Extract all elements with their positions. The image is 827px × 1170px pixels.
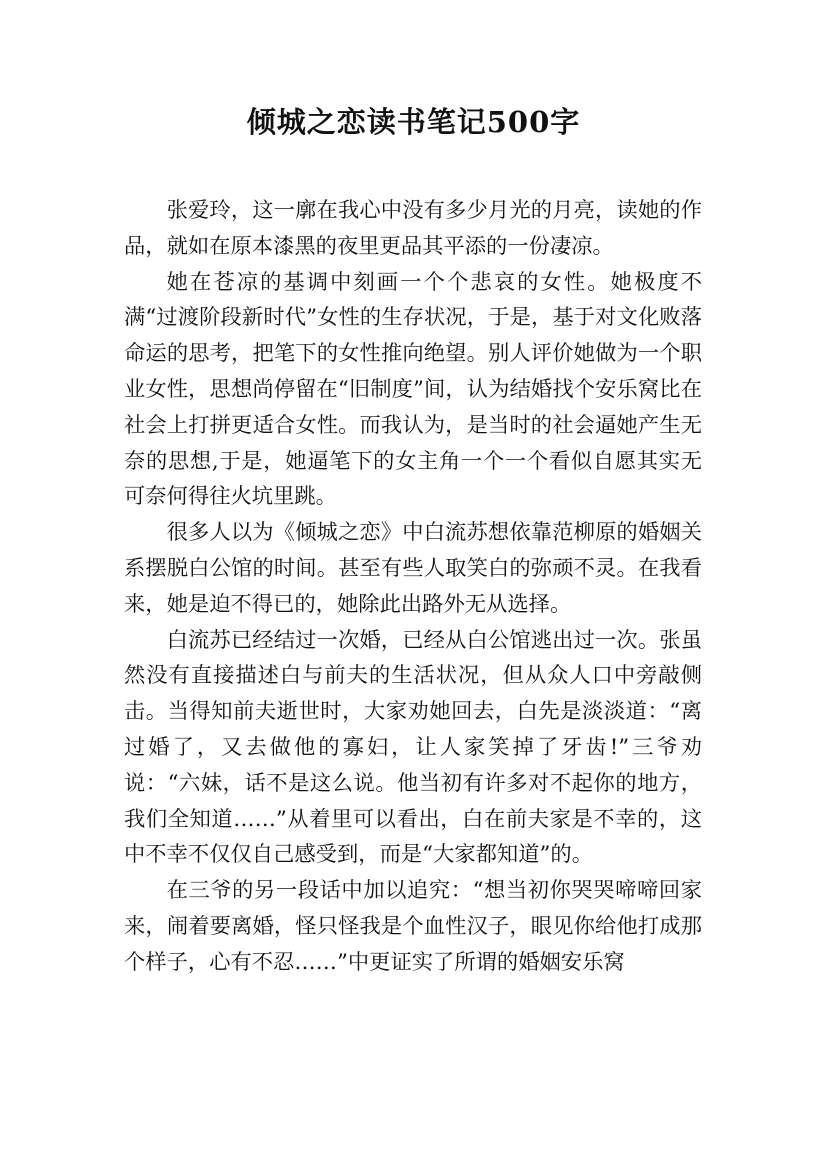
paragraph-2: 她在苍凉的基调中刻画一个个悲哀的女性。她极度不满“过渡阶段新时代”女性的生存状况，于是，基于对文化败落命运的思考，把笔下的女性推向绝望。别人评价她做为一个职业女性，思想尚停留在“旧制度”间，认为结婚找个安乐窝比在社会上打拼更适合女性。而我认为，是当时的社会逼她产生无奈的思想,于是，她逼笔下的女主角一个一个看似自愿其实无可奈何得往火坑里跳。 [124,269,702,510]
paragraph-4: 白流苏已经结过一次婚，已经从白公馆逃出过一次。张虽然没有直接描述白与前夫的生活状况，但从众人口中旁敲侧击。当得知前夫逝世时，大家劝她回去，白先是淡淡道：“离过婚了，又去做他的寡妇，让人家笑掉了牙齿!”三爷劝说：“六妹，话不是这么说。他当初有许多对不起你的地方，我们全知道……”从着里可以看出，白在前夫家是不幸的，这中不幸不仅仅自己感受到，而是“大家都知道”的。 [124,627,702,868]
paragraph-1: 张爱玲，这一廓在我心中没有多少月光的月亮，读她的作品，就如在原本漆黑的夜里更品其平添的一份凄凉。 [124,198,702,259]
paragraph-3: 很多人以为《倾城之恋》中白流苏想依靠范柳原的婚姻关系摆脱白公馆的时间。甚至有些人取笑白的弥顽不灵。在我看来，她是迫不得已的，她除此出路外无从选择。 [124,520,702,617]
document-body [124,193,702,981]
document-title: 倾城之恋读书笔记500字 [246,105,581,139]
paragraph-5: 在三爷的另一段话中加以追究：“想当初你哭哭啼啼回家来，闹着要离婚，怪只怪我是个血性汉子，眼见你给他打成那个样子，心有不忍……”中更证实了所谓的婚姻安乐窝 [124,878,702,975]
